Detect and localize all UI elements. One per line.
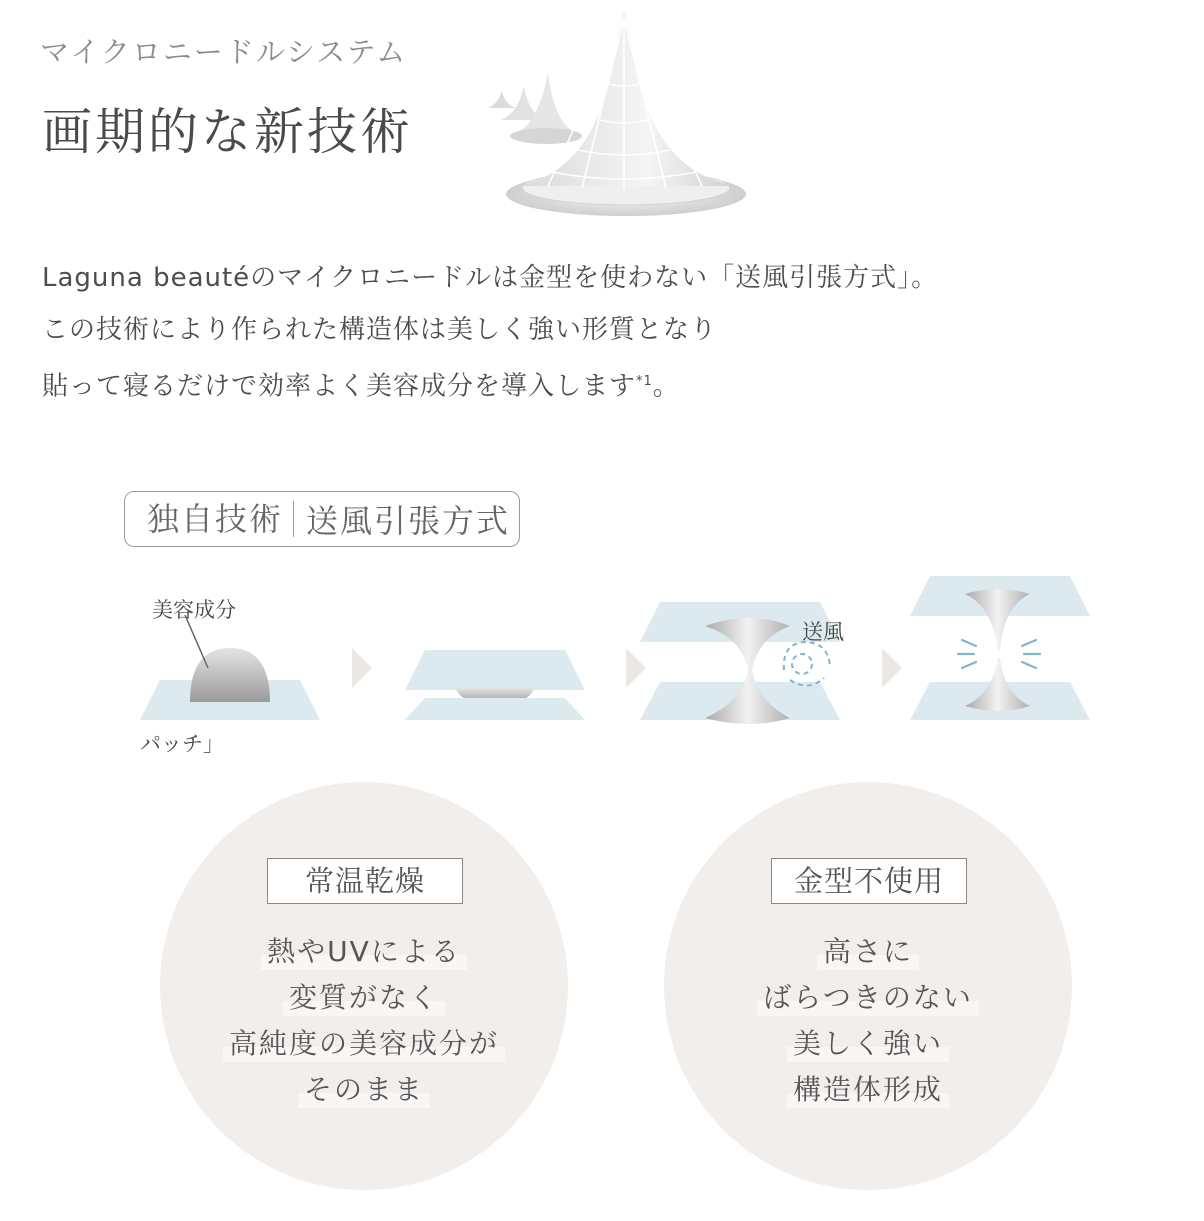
feature-text-line: 熱やUVによる: [160, 930, 568, 970]
feature-text-line: 高さに: [664, 930, 1072, 970]
step-4-illustration: [910, 576, 1090, 720]
feature-text-line: 変質がなく: [160, 976, 568, 1016]
page-subtitle: マイクロニードルシステム: [40, 35, 408, 69]
intro-line-3: 貼って寝るだけで効率よく美容成分を導入します$^{*1}$。: [42, 371, 680, 402]
footnote-mark: *1: [636, 374, 653, 389]
page-title: 画期的な新技術: [42, 103, 413, 161]
intro-paragraph: [42, 252, 938, 413]
badge-label-right: 送風引張方式: [306, 502, 511, 540]
step-arrow-icon: [352, 648, 372, 688]
feature-text-line: ばらつきのない: [664, 976, 1072, 1016]
step-arrow-icon: [626, 648, 646, 688]
step-1-illustration: [140, 615, 320, 720]
feature-tag: 金型不使用: [771, 858, 967, 904]
feature-text-line: 美しく強い: [664, 1022, 1072, 1062]
patch-label: パッチ」: [140, 732, 224, 756]
feature-circle-room-temp: [160, 782, 568, 1190]
feature-text-line: 構造体形成: [664, 1068, 1072, 1108]
step-2-illustration: [405, 650, 585, 720]
badge-label-left: 独自技術: [125, 501, 294, 537]
step-arrow-icon: [882, 648, 902, 688]
feature-text-line: 高純度の美容成分が: [160, 1022, 568, 1062]
air-swirl-icon: [784, 642, 830, 686]
intro-line-1: Laguna beautéのマイクロニードルは金型を使わない「送風引張方式」。: [42, 263, 939, 293]
feature-circle-no-mold: [664, 782, 1072, 1190]
ingredient-label: 美容成分: [152, 598, 236, 622]
method-badge: [124, 491, 520, 547]
feature-text-line: そのまま: [160, 1068, 568, 1108]
air-label: 送風: [802, 620, 844, 644]
cone-needle-illustration: [478, 10, 748, 220]
feature-tag: 常温乾燥: [267, 858, 463, 904]
intro-line-2: この技術により作られた構造体は美しく強い形質となり: [42, 315, 718, 345]
process-diagram: [130, 570, 1100, 760]
